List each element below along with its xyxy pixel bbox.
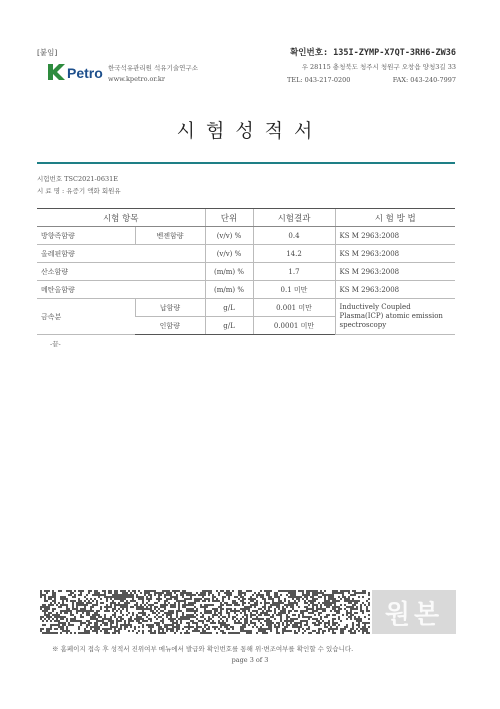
address: 우 28115 충청북도 청주시 청원구 오창읍 양청3길 33 — [301, 63, 456, 71]
cell-subitem: 납함량 — [135, 299, 205, 317]
original-stamp-text: 원본 — [384, 599, 444, 630]
cell-result: 0.4 — [253, 227, 335, 245]
table-row — [37, 281, 455, 299]
cell-subitem: 벤젠함량 — [135, 227, 205, 245]
cell-method: KS M 2963:2008 — [335, 245, 455, 263]
org-url: www.kpetro.or.kr — [108, 75, 165, 83]
cell-unit: g/L — [205, 317, 253, 335]
cell-unit: (m/m) % — [205, 281, 253, 299]
cell-item: 올레핀함량 — [37, 245, 205, 263]
cell-unit: g/L — [205, 299, 253, 317]
results-table — [37, 208, 455, 335]
cell-item: 방향족함량 — [37, 227, 135, 245]
table-row — [37, 245, 455, 263]
cell-result: 1.7 — [253, 263, 335, 281]
cell-unit: (m/m) % — [205, 263, 253, 281]
footnote: ※ 홈페이지 접속 후 성적서 진위여부 메뉴에서 발급와 확인번호를 통해 위·변조여부를 확인할 수 있습니다. — [52, 645, 354, 653]
cell-result: 14.2 — [253, 245, 335, 263]
security-barcode — [40, 590, 370, 634]
attachment-tag: [붙임] — [37, 48, 58, 57]
svg-text:Petro: Petro — [67, 65, 103, 81]
header-result: 시험결과 — [253, 209, 335, 227]
test-number: 시험번호 TSC2021-0631E — [37, 175, 118, 183]
telephone: TEL: 043-217-0200 — [287, 76, 351, 84]
cell-method: KS M 2963:2008 — [335, 227, 455, 245]
sample-name: 시 료 명 : 유증기 액화 회원유 — [37, 187, 121, 195]
cell-method: KS M 2963:2008 — [335, 263, 455, 281]
fax: FAX: 043-240-7997 — [392, 76, 456, 84]
kpetro-logo — [48, 62, 110, 82]
header-method: 시 험 방 법 — [335, 209, 455, 227]
table-row — [37, 227, 455, 245]
page-number: page 3 of 3 — [231, 656, 269, 664]
cell-unit: (v/v) % — [205, 245, 253, 263]
org-name: 한국석유관리원 석유기술연구소 — [108, 64, 198, 72]
table-row — [37, 263, 455, 281]
cell-item: 산소함량 — [37, 263, 205, 281]
table-header-row — [37, 209, 455, 227]
cell-method: KS M 2963:2008 — [335, 281, 455, 299]
cell-metal-group: 금속분 — [37, 299, 135, 335]
cell-result: 0.001 미만 — [253, 299, 335, 317]
cell-result: 0.1 미만 — [253, 281, 335, 299]
page-title: 시험성적서 — [176, 120, 324, 142]
header-unit: 단위 — [205, 209, 253, 227]
header-test-item: 시험 항목 — [37, 209, 205, 227]
end-mark: -끝- — [50, 340, 61, 348]
cell-item: 메탄올함량 — [37, 281, 205, 299]
cell-metal-method: Inductively Coupled Plasma(ICP) atomic emission spectroscopy — [335, 299, 455, 335]
table-row — [37, 299, 455, 317]
divider — [37, 162, 455, 164]
cell-unit: (v/v) % — [205, 227, 253, 245]
verification-number: 확인번호: 135I-ZYMP-X7QT-3RH6-ZW36 — [290, 48, 456, 58]
cell-subitem: 인함량 — [135, 317, 205, 335]
cell-result: 0.0001 미만 — [253, 317, 335, 335]
